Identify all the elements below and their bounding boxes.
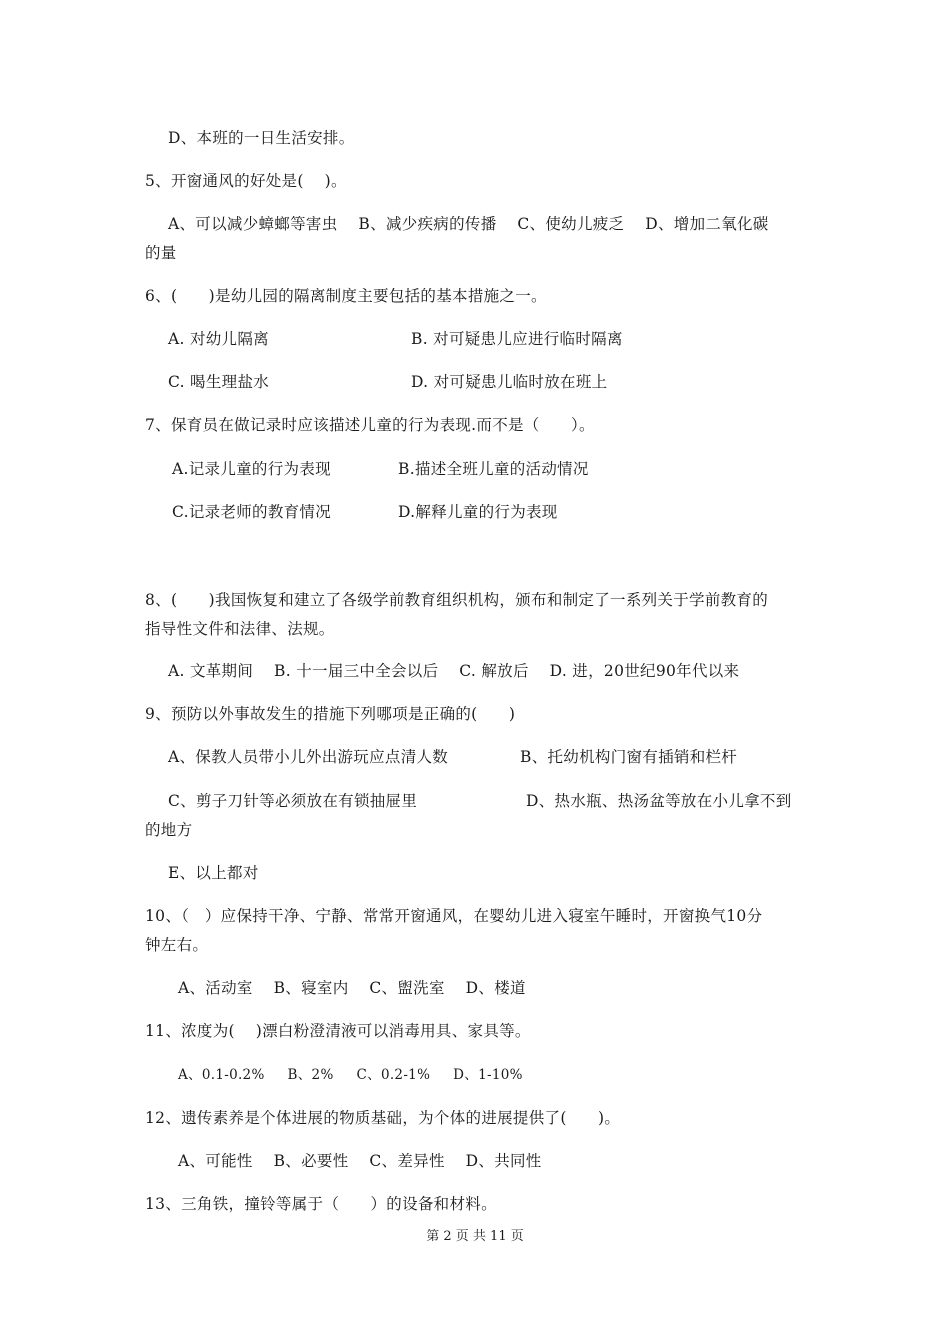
question-6-option-c: C. 喝生理盐水 bbox=[168, 373, 270, 391]
question-9: 9、预防以外事故发生的措施下列哪项是正确的( ) bbox=[145, 705, 516, 723]
question-5: 5、开窗通风的好处是( )。 bbox=[145, 172, 347, 190]
question-7-option-a: A.记录儿童的行为表现 bbox=[172, 460, 331, 478]
question-12: 12、遗传素养是个体进展的物质基础，为个体的进展提供了( )。 bbox=[145, 1109, 621, 1127]
question-9-option-a: A、保教人员带小儿外出游玩应点清人数 bbox=[168, 748, 449, 766]
question-9-option-d-continued: 的地方 bbox=[145, 821, 193, 839]
question-10-continued: 钟左右。 bbox=[145, 936, 209, 954]
question-10: 10、（ ）应保持干净、宁静、常常开窗通风，在婴幼儿进入寝室午睡时，开窗换气10分 bbox=[145, 907, 763, 925]
question-9-option-e: E、以上都对 bbox=[168, 864, 259, 882]
question-6-option-b: B. 对可疑患儿应进行临时隔离 bbox=[411, 330, 623, 348]
question-6-option-a: A. 对幼儿隔离 bbox=[168, 330, 269, 348]
question-7-option-c: C.记录老师的教育情况 bbox=[172, 503, 332, 521]
question-8-options: A. 文革期间 B. 十一届三中全会以后 C. 解放后 D. 进，20世纪90年代以来 bbox=[168, 662, 740, 680]
q4-option-d: D、本班的一日生活安排。 bbox=[168, 129, 355, 147]
question-6: 6、( )是幼儿园的隔离制度主要包括的基本措施之一。 bbox=[145, 287, 547, 305]
question-6-option-d: D. 对可疑患儿临时放在班上 bbox=[411, 373, 608, 391]
question-7-option-d: D.解释儿童的行为表现 bbox=[398, 503, 558, 521]
question-9-option-c: C、剪子刀针等必须放在有锁抽屉里 bbox=[168, 792, 418, 810]
question-11-options: A、0.1-0.2% B、2% C、0.2-1% D、1-10% bbox=[178, 1067, 523, 1083]
question-5-options: A、可以减少蟑螂等害虫 B、减少疾病的传播 C、使幼儿疲乏 D、增加二氧化碳 bbox=[168, 215, 769, 233]
question-5-options-continued: 的量 bbox=[145, 244, 177, 262]
question-13: 13、三角铁，撞铃等属于（ ）的设备和材料。 bbox=[145, 1195, 497, 1213]
question-10-options: A、活动室 B、寝室内 C、盥洗室 D、楼道 bbox=[178, 979, 526, 997]
question-8: 8、( )我国恢复和建立了各级学前教育组织机构，颁布和制定了一系列关于学前教育的 bbox=[145, 591, 769, 609]
question-12-options: A、可能性 B、必要性 C、差异性 D、共同性 bbox=[178, 1152, 542, 1170]
question-7: 7、保育员在做记录时应该描述儿童的行为表现.而不是（ ）。 bbox=[145, 416, 595, 434]
question-9-option-b: B、托幼机构门窗有插销和栏杆 bbox=[520, 748, 738, 766]
question-8-continued: 指导性文件和法律、法规。 bbox=[145, 620, 335, 638]
question-7-option-b: B.描述全班儿童的活动情况 bbox=[398, 460, 589, 478]
question-9-option-d: D、热水瓶、热汤盆等放在小儿拿不到 bbox=[526, 792, 792, 810]
page-footer: 第 2 页 共 11 页 bbox=[426, 1229, 524, 1244]
question-11: 11、浓度为( )漂白粉澄清液可以消毒用具、家具等。 bbox=[145, 1022, 531, 1040]
